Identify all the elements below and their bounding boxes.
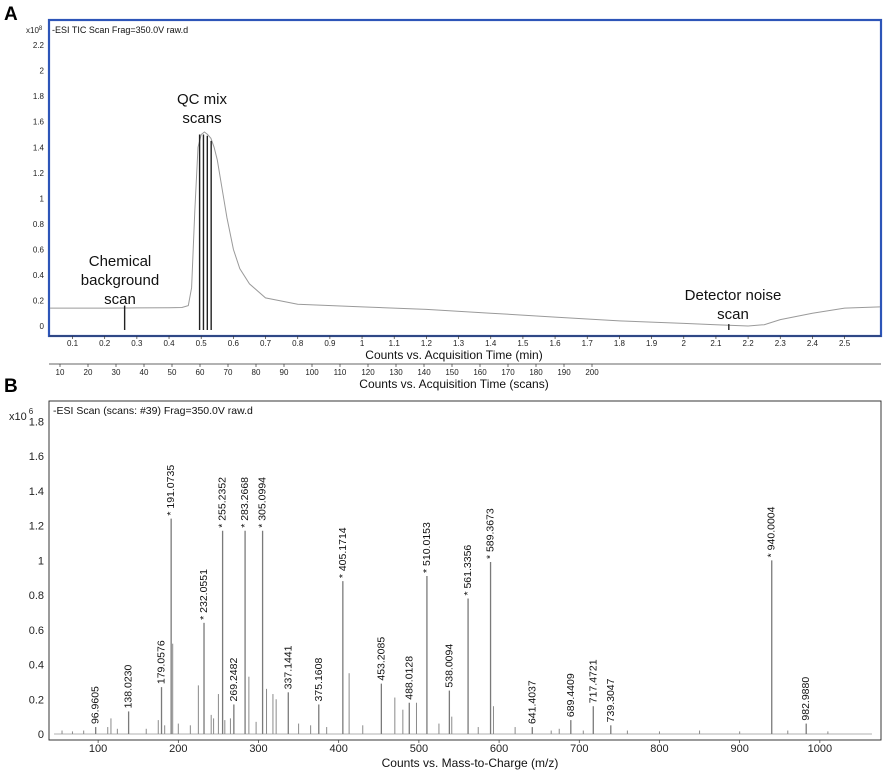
- x-tick-label: 0.5: [195, 339, 207, 348]
- peak-label: 138.0230: [122, 664, 135, 709]
- x-tick-label: 1: [359, 339, 365, 348]
- panel-a-x-title: Counts vs. Acquisition Time (min): [365, 348, 543, 362]
- x2-tick-label: 170: [501, 368, 515, 377]
- x2-tick-label: 70: [223, 368, 233, 377]
- peak-label: * 283.2668: [239, 476, 252, 528]
- x2-tick-label: 120: [361, 368, 375, 377]
- panel-a-letter: A: [4, 4, 18, 25]
- y-tick-label: 0.6: [32, 245, 44, 255]
- y-tick-label: 1.4: [28, 485, 44, 498]
- peak-label: 641.4037: [526, 680, 539, 725]
- x-tick-label: 1.5: [517, 339, 529, 348]
- panel-a-x2-title: Counts vs. Acquisition Time (scans): [359, 377, 549, 391]
- y-tick-label: 1.4: [32, 143, 44, 153]
- x2-tick-label: 110: [333, 368, 347, 377]
- peak-label: * 232.0551: [198, 569, 211, 620]
- y-tick-label: 0.2: [32, 296, 44, 306]
- panel-b-header: -ESI Scan (scans: #39) Frag=350.0V raw.d: [53, 405, 253, 417]
- y-tick-label: 0.8: [28, 590, 44, 603]
- x-tick-label: 0.1: [66, 339, 79, 348]
- peak-label: 269.2482: [227, 657, 240, 702]
- x-tick-label: 1.4: [485, 339, 497, 348]
- peak-label: 717.4721: [587, 659, 600, 704]
- peak-label: * 510.0153: [420, 522, 433, 573]
- x-tick-label: 500: [409, 743, 429, 755]
- x-tick-label: 0.2: [99, 339, 111, 348]
- y-tick-label: 1.2: [32, 168, 44, 178]
- x2-tick-label: 130: [389, 368, 403, 377]
- annotation-label: [177, 91, 227, 127]
- x-tick-label: 1000: [807, 743, 833, 755]
- annotation-line: scan: [104, 291, 136, 308]
- peak-label: * 589.3673: [484, 508, 497, 560]
- x2-tick-label: 150: [445, 368, 459, 377]
- x-tick-label: 0.9: [324, 339, 336, 348]
- peak-label: 337.1441: [282, 645, 295, 690]
- panel-b-x-title: Counts vs. Mass-to-Charge (m/z): [381, 756, 559, 770]
- panel-a: [4, 4, 881, 391]
- y-tick-label: 0: [37, 729, 44, 741]
- panel-a-header: -ESI TIC Scan Frag=350.0V raw.d: [52, 25, 189, 35]
- annotation-line: Detector noise: [684, 287, 782, 304]
- peak-label: * 940.0004: [765, 506, 778, 558]
- panel-a-x-axis: [49, 336, 881, 348]
- panel-a-y-axis: [33, 41, 45, 331]
- annotation-line: Chemical: [88, 253, 152, 270]
- x-tick-label: 200: [169, 743, 188, 755]
- y-tick-label: 1.6: [32, 117, 44, 127]
- panel-b-minor-peaks: [54, 644, 872, 734]
- y-tick-label: 2: [39, 66, 44, 76]
- y-tick-label: 0.4: [28, 659, 44, 672]
- y-tick-label: 0.6: [28, 624, 44, 637]
- annotation-line: scan: [717, 306, 749, 323]
- panel-a-annotations: [81, 91, 782, 323]
- x-tick-label: 1.6: [549, 339, 561, 348]
- x2-tick-label: 80: [251, 368, 261, 377]
- peak-label: 689.4409: [564, 673, 577, 718]
- x-tick-label: 1.8: [613, 339, 625, 348]
- panel-b: [4, 376, 881, 770]
- x-tick-label: 2.4: [806, 339, 819, 348]
- x2-tick-label: 100: [305, 368, 319, 377]
- x-tick-label: 800: [650, 743, 669, 755]
- x2-tick-label: 160: [473, 368, 487, 377]
- x-tick-label: 700: [570, 743, 589, 755]
- peak-label: * 255.2352: [216, 476, 229, 528]
- y-tick-label: 0.2: [28, 694, 44, 707]
- y-tick-label: 1.6: [28, 451, 44, 464]
- panel-b-letter: B: [4, 376, 18, 397]
- peak-label: 538.0094: [443, 643, 456, 688]
- y-tick-label: 1: [39, 194, 44, 204]
- x-tick-label: 0.3: [131, 339, 143, 348]
- peak-label: 96.9605: [89, 686, 102, 725]
- peak-label: 375.1608: [312, 657, 325, 702]
- panel-b-y-multiplier: x10 $^6$: [9, 407, 34, 423]
- x-tick-label: 1.3: [453, 339, 465, 348]
- x-tick-label: 0.7: [259, 339, 272, 348]
- x-tick-label: 1.9: [646, 339, 658, 348]
- panel-b-x-axis: [89, 740, 832, 755]
- y-tick-label: 0: [39, 322, 44, 331]
- annotation-line: QC mix: [177, 91, 227, 108]
- x2-tick-label: 90: [279, 368, 289, 377]
- x-tick-label: 600: [489, 743, 509, 755]
- x-tick-label: 2: [681, 339, 686, 348]
- peak-label: 453.2085: [375, 636, 388, 681]
- y-tick-label: 2.2: [32, 41, 44, 51]
- peak-label: 488.0128: [403, 655, 416, 700]
- x-tick-label: 1.2: [420, 339, 432, 348]
- peak-label: * 561.3356: [462, 544, 475, 596]
- panel-a-y-multiplier: $x10^8$: [26, 26, 43, 35]
- x-tick-label: 0.4: [163, 339, 175, 348]
- peak-label: 982.9880: [800, 676, 813, 721]
- x2-tick-label: 200: [585, 368, 599, 377]
- x-tick-label: 2.3: [774, 339, 786, 348]
- x-tick-label: 0.8: [292, 339, 304, 348]
- y-tick-label: 0.4: [32, 270, 44, 280]
- panel-b-y-axis: [29, 416, 44, 741]
- annotation-label: [81, 253, 159, 308]
- x-tick-label: 2.5: [839, 339, 851, 348]
- peak-label: 179.0576: [155, 640, 168, 685]
- x2-tick-label: 60: [195, 368, 205, 377]
- x-tick-label: 400: [329, 743, 348, 755]
- y-tick-label: 1.8: [28, 416, 44, 429]
- x2-tick-label: 20: [83, 368, 93, 377]
- panel-a-scan-axis: [49, 364, 881, 377]
- x-tick-label: 1.7: [581, 339, 593, 348]
- x2-tick-label: 190: [557, 368, 571, 377]
- x-tick-label: 100: [88, 743, 108, 755]
- x-tick-label: 300: [249, 743, 268, 755]
- x2-tick-label: 180: [529, 368, 543, 377]
- x-tick-label: 0.6: [227, 339, 239, 348]
- y-tick-label: 1.8: [32, 92, 44, 102]
- annotation-line: scans: [182, 110, 222, 127]
- x2-tick-label: 140: [417, 368, 431, 377]
- y-tick-label: 1.2: [28, 520, 44, 533]
- panel-a-marked-scans: [125, 135, 729, 330]
- x-tick-label: 900: [730, 743, 749, 755]
- annotation-label: [685, 287, 782, 323]
- peak-label: * 405.1714: [336, 527, 349, 579]
- x-tick-label: 2.2: [742, 339, 754, 348]
- annotation-line: background: [80, 272, 160, 289]
- y-tick-label: 0.8: [32, 219, 44, 229]
- x2-tick-label: 30: [111, 368, 121, 377]
- x-tick-label: 2.1: [710, 339, 722, 348]
- peak-label: * 191.0735: [165, 464, 178, 516]
- x-tick-label: 1.1: [388, 339, 400, 348]
- peak-label: * 305.0994: [256, 476, 269, 528]
- x2-tick-label: 10: [55, 368, 65, 377]
- peak-label: 739.3047: [604, 678, 617, 723]
- x2-tick-label: 50: [167, 368, 177, 377]
- x2-tick-label: 40: [139, 368, 149, 377]
- y-tick-label: 1: [37, 555, 44, 568]
